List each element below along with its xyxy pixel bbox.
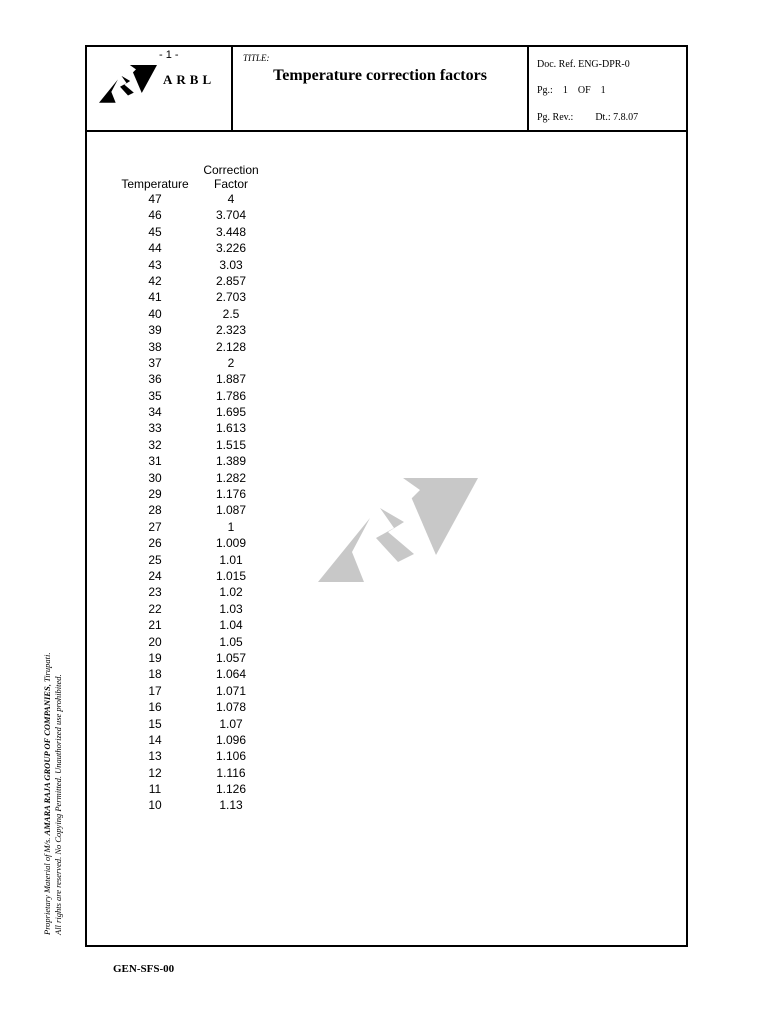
table-row (117, 453, 269, 469)
table-row (117, 404, 269, 420)
temperature-cell: 39 (148, 323, 162, 338)
table-row (117, 322, 269, 338)
factor-cell: 1.887 (215, 372, 247, 387)
temperature-cell: 34 (148, 405, 162, 420)
table-row (117, 781, 269, 797)
factor-cell: 1.106 (215, 749, 247, 764)
factor-header-line2: Factor (213, 177, 248, 191)
temperature-cell: 41 (148, 290, 162, 305)
factor-cell: 1.015 (215, 568, 247, 583)
factor-cell: 1.057 (215, 650, 247, 665)
table-row (117, 765, 269, 781)
proprietary-notice (42, 575, 64, 935)
factor-cell: 1.05 (219, 634, 243, 649)
table-row (117, 601, 269, 617)
factor-cell: 2.128 (215, 339, 247, 354)
page-label: Pg.: (537, 85, 553, 96)
factor-cell: 2.703 (215, 290, 247, 305)
temperature-cell: 16 (148, 700, 162, 715)
factor-cell: 1.515 (215, 437, 247, 452)
table-row (117, 519, 269, 535)
table-row (117, 486, 269, 502)
temperature-cell: 42 (148, 273, 162, 288)
temperature-cell: 27 (148, 519, 162, 534)
temperature-cell: 31 (148, 454, 162, 469)
title-cell (233, 47, 529, 130)
temperature-cell: 26 (148, 536, 162, 551)
table-row (117, 716, 269, 732)
table-row (117, 732, 269, 748)
factor-cell: 1.087 (215, 503, 247, 518)
table-row (117, 207, 269, 223)
reference-cell (529, 47, 686, 130)
table-row (117, 470, 269, 486)
table-row (117, 273, 269, 289)
temperature-cell: 20 (148, 634, 162, 649)
temperature-cell: 33 (148, 421, 162, 436)
temperature-header: Temperature (121, 177, 189, 191)
table-row (117, 535, 269, 551)
doc-ref: Doc. Ref. ENG-DPR-0 (537, 59, 630, 70)
table-row (117, 568, 269, 584)
temperature-cell: 13 (148, 749, 162, 764)
page-revision-label: Pg. Rev.: (537, 112, 574, 123)
page-number: 1 (562, 85, 568, 96)
table-row (117, 420, 269, 436)
table-row (117, 552, 269, 568)
factor-cell: 4 (227, 192, 235, 206)
table-row (117, 289, 269, 305)
table-row (117, 437, 269, 453)
temperature-cell: 17 (148, 683, 162, 698)
factor-cell: 1.613 (215, 421, 247, 436)
table-row (117, 797, 269, 813)
temperature-cell: 24 (148, 568, 162, 583)
factor-cell: 3.03 (219, 257, 243, 272)
temperature-cell: 14 (148, 732, 162, 747)
factor-cell: 2.5 (222, 306, 240, 321)
factor-cell: 2.323 (215, 323, 247, 338)
table-row (117, 355, 269, 371)
temperature-cell: 11 (148, 782, 162, 797)
table-row (117, 224, 269, 240)
page-count (537, 85, 606, 96)
factor-cell: 1.176 (215, 487, 247, 502)
factor-cell: 1.695 (215, 405, 247, 420)
factor-cell: 1.096 (215, 732, 247, 747)
table-row (117, 748, 269, 764)
temperature-cell: 25 (148, 552, 162, 567)
factor-cell: 3.704 (215, 208, 247, 223)
document-title: Temperature correction factors (273, 67, 487, 84)
factor-cell: 1.282 (215, 470, 247, 485)
notice-suffix: , Tirupati. (42, 652, 52, 687)
table-row (117, 257, 269, 273)
temperature-cell: 46 (148, 208, 162, 223)
revision-date: Dt.: 7.8.07 (595, 112, 639, 123)
factor-cell: 1.13 (219, 798, 243, 813)
footer-code: GEN-SFS-00 (113, 963, 175, 975)
table-row (117, 240, 269, 256)
temperature-cell: 19 (148, 650, 162, 665)
temperature-cell: 43 (148, 257, 162, 272)
factor-cell: 3.448 (215, 224, 247, 239)
factor-cell: 1.01 (219, 552, 243, 567)
arbl-logo-icon (99, 59, 157, 107)
table-body (117, 191, 269, 814)
temperature-cell: 32 (148, 437, 162, 452)
temperature-cell: 45 (148, 224, 162, 239)
factor-cell: 2 (227, 355, 235, 370)
temperature-cell: 28 (148, 503, 162, 518)
table-row (117, 650, 269, 666)
temperature-cell: 15 (148, 716, 162, 731)
temperature-cell: 38 (148, 339, 162, 354)
temperature-cell: 30 (148, 470, 162, 485)
document-header (87, 47, 686, 132)
temperature-cell: 22 (148, 601, 162, 616)
temperature-cell: 12 (148, 765, 162, 780)
table-row (117, 306, 269, 322)
table-row (117, 617, 269, 633)
proprietary-line2: All rights are reserved. No Copying Permitted. Unauthorized use prohibited. (53, 674, 63, 935)
page-revision (537, 112, 638, 123)
factor-cell: 3.226 (215, 241, 247, 256)
table-row (117, 502, 269, 518)
table-row (117, 634, 269, 650)
table-row (117, 371, 269, 387)
temperature-cell: 37 (148, 355, 162, 370)
factor-cell: 1.389 (215, 454, 247, 469)
temperature-cell: 36 (148, 372, 162, 387)
temperature-cell: 40 (148, 306, 162, 321)
factor-cell: 1 (227, 519, 235, 534)
proprietary-line1 (42, 575, 53, 935)
table-row (117, 388, 269, 404)
logo-text: ARBL (163, 72, 216, 87)
factor-header (193, 163, 269, 191)
factor-cell: 1.07 (219, 716, 243, 731)
document-frame (85, 45, 688, 947)
temperature-cell: 29 (148, 487, 162, 502)
page-total: 1 (600, 85, 606, 96)
table-row (117, 699, 269, 715)
factor-cell: 1.126 (215, 782, 247, 797)
factor-cell: 1.04 (219, 618, 243, 633)
factor-cell: 1.03 (219, 601, 243, 616)
temperature-cell: 18 (148, 667, 162, 682)
factor-cell: 2.857 (215, 273, 247, 288)
temperature-cell: 44 (148, 241, 162, 256)
arbl-watermark-icon (317, 470, 479, 585)
temperature-cell: 47 (148, 192, 162, 206)
table-row (117, 339, 269, 355)
logo-cell (87, 47, 233, 130)
correction-factor-table (117, 161, 269, 814)
temperature-cell: 23 (148, 585, 162, 600)
factor-cell: 1.078 (215, 700, 247, 715)
factor-cell: 1.009 (215, 536, 247, 551)
factor-cell: 1.071 (215, 683, 247, 698)
table-row (117, 683, 269, 699)
of-label: OF (577, 85, 591, 96)
notice-company: AMARA RAJA GROUP OF COMPANIES (42, 686, 52, 836)
temperature-cell: 21 (148, 618, 162, 633)
factor-header-line1: Correction (203, 163, 259, 177)
page-marker: - 1 - (159, 49, 179, 61)
notice-prefix: Proprietary Material of M/s. (42, 837, 52, 935)
factor-cell: 1.02 (219, 585, 243, 600)
factor-cell: 1.064 (215, 667, 247, 682)
table-header (117, 161, 269, 191)
factor-cell: 1.116 (216, 765, 246, 780)
table-row (117, 191, 269, 207)
table-row (117, 584, 269, 600)
temperature-cell: 10 (148, 798, 162, 813)
factor-cell: 1.786 (215, 388, 247, 403)
table-row (117, 666, 269, 682)
title-caption: TITLE: (243, 53, 270, 63)
temperature-cell: 35 (148, 388, 162, 403)
